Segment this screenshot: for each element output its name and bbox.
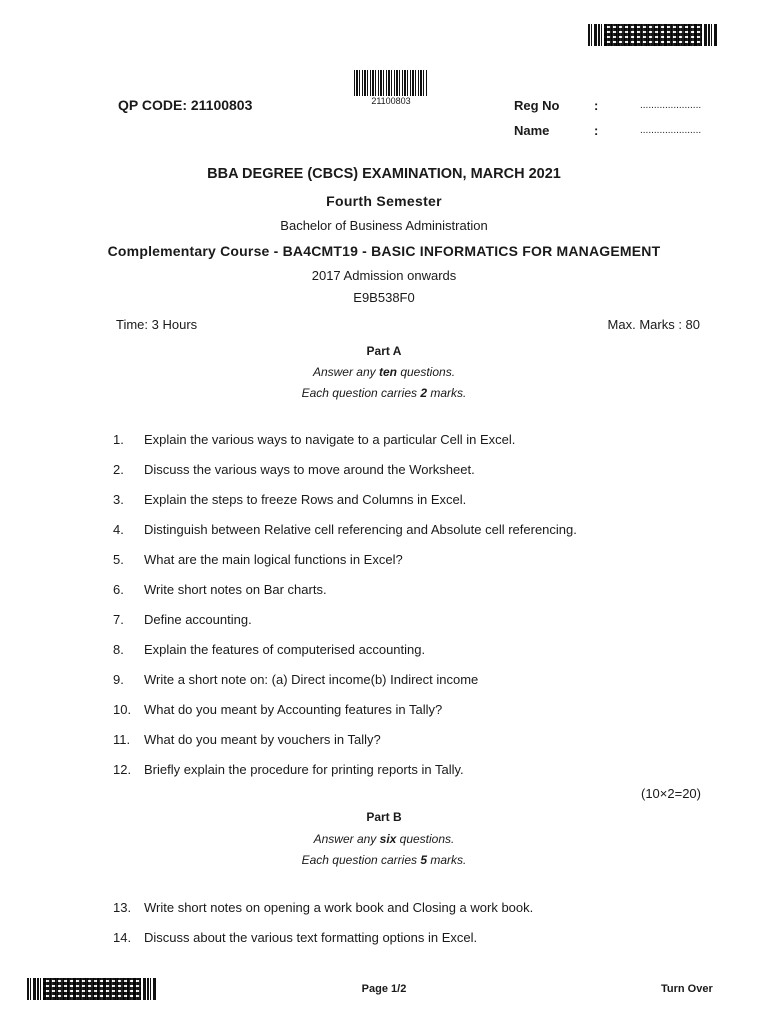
- name-colon: :: [594, 123, 599, 138]
- exam-title: BBA DEGREE (CBCS) EXAMINATION, MARCH 2021: [207, 166, 561, 182]
- question-number: 5.: [113, 552, 124, 567]
- question-number: 7.: [113, 612, 124, 627]
- barcode-center: [354, 70, 428, 96]
- question-text: Define accounting.: [144, 612, 252, 627]
- part-a-instruction-2: Each question carries 2 marks.: [301, 386, 467, 400]
- paper-code: E9B538F0: [353, 290, 415, 305]
- question-number: 1.: [113, 432, 124, 447]
- question-number: 11.: [113, 732, 131, 747]
- question-number: 13.: [113, 900, 132, 915]
- part-b-instruction-2: Each question carries 5 marks.: [301, 853, 467, 867]
- question-number: 14.: [113, 930, 132, 945]
- turn-over: Turn Over: [661, 983, 713, 995]
- question-text: Explain the features of computerised accounting.: [144, 642, 426, 657]
- qp-code: QP CODE: 21100803: [118, 97, 253, 113]
- question-number: 9.: [113, 672, 124, 687]
- max-marks: Max. Marks : 80: [607, 317, 700, 332]
- part-a-marks: (10×2=20): [641, 786, 701, 801]
- part-b-title: Part B: [366, 810, 402, 824]
- part-b-instruction-1: Answer any six questions.: [313, 832, 455, 846]
- barcode-top-right: [588, 24, 718, 46]
- question-text: What do you meant by vouchers in Tally?: [144, 732, 381, 747]
- course-title: Complementary Course - BA4CMT19 - BASIC INFORMATICS FOR MANAGEMENT: [107, 243, 661, 259]
- question-text: What do you meant by Accounting features in Tally?: [144, 702, 443, 717]
- question-number: 6.: [113, 582, 124, 597]
- reg-no-label: Reg No: [514, 98, 560, 113]
- question-text: Briefly explain the procedure for printing reports in Tally.: [144, 762, 464, 777]
- time-label: Time: 3 Hours: [116, 317, 198, 332]
- question-number: 8.: [113, 642, 124, 657]
- question-text: Distinguish between Relative cell referencing and Absolute cell referencing.: [144, 522, 577, 537]
- part-a-title: Part A: [366, 344, 402, 358]
- barcode-number: 21100803: [371, 96, 411, 106]
- reg-no-field: ......................: [640, 100, 702, 111]
- question-number: 10.: [113, 702, 132, 717]
- reg-no-colon: :: [594, 98, 599, 113]
- question-text: Discuss about the various text formatting options in Excel.: [144, 930, 478, 945]
- programme: Bachelor of Business Administration: [280, 218, 488, 233]
- question-text: Write a short note on: (a) Direct income(b) Indirect income: [144, 672, 479, 687]
- part-a-instruction-1: Answer any ten questions.: [312, 365, 456, 379]
- question-text: Write short notes on Bar charts.: [144, 582, 327, 597]
- question-text: Discuss the various ways to move around the Worksheet.: [144, 462, 475, 477]
- question-number: 12.: [113, 762, 132, 777]
- question-text: Explain the steps to freeze Rows and Columns in Excel.: [144, 492, 467, 507]
- name-field: ......................: [640, 125, 702, 136]
- admission: 2017 Admission onwards: [311, 268, 457, 283]
- name-label: Name: [514, 123, 550, 138]
- page-number: Page 1/2: [361, 983, 407, 995]
- question-number: 4.: [113, 522, 124, 537]
- question-text: Write short notes on opening a work book and Closing a work book.: [144, 900, 534, 915]
- semester: Fourth Semester: [326, 193, 442, 209]
- question-number: 2.: [113, 462, 124, 477]
- question-number: 3.: [113, 492, 124, 507]
- question-text: What are the main logical functions in Excel?: [144, 552, 403, 567]
- question-text: Explain the various ways to navigate to a particular Cell in Excel.: [144, 432, 516, 447]
